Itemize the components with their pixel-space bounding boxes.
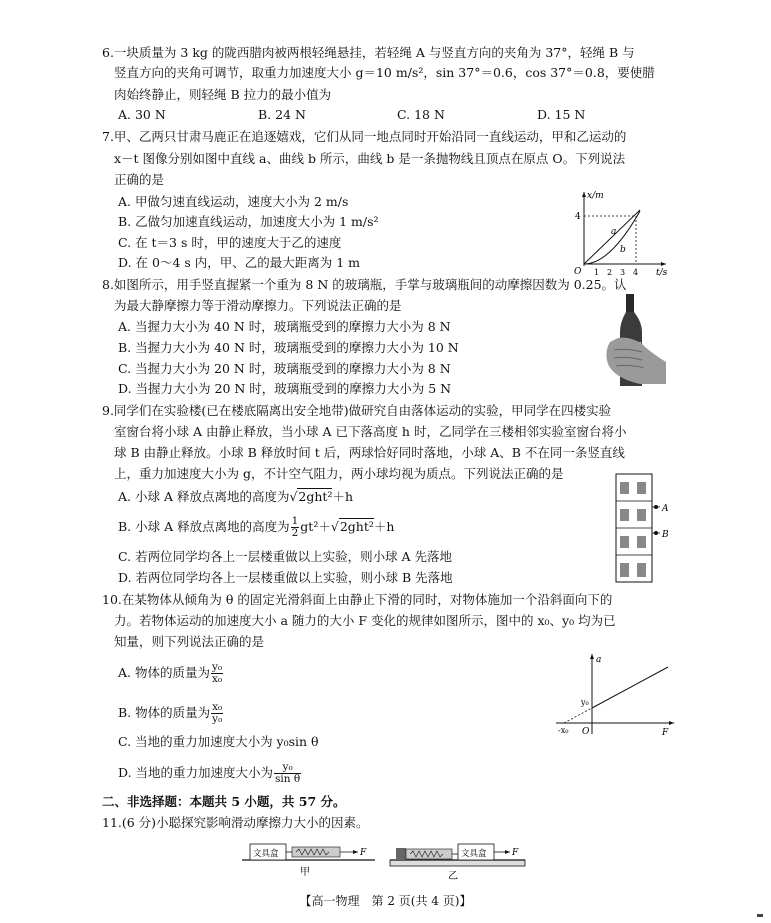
q10-option-a [118, 660, 224, 686]
q9-option-a [118, 488, 353, 506]
q9-option-a-text: A. 小球 A 释放点离地的高度为 [118, 489, 290, 504]
frac-den: y₀ [212, 713, 223, 725]
q6-line3: 肉始终静止，则轻绳 B 拉力的最小值为 [114, 87, 332, 102]
yi-force-label: F [512, 848, 519, 858]
q8-option-c: C. 当握力大小为 20 N 时，玻璃瓶受到的摩擦力大小为 8 N [118, 361, 451, 376]
q9-option-d: D. 若两位同学均各上一层楼重做以上实验，则小球 B 先落地 [118, 570, 453, 585]
section-heading: 二、非选择题：本题共 5 小题，共 57 分。 [102, 794, 346, 809]
building-diagram [612, 470, 674, 586]
q7-y-tick-4: 4 [575, 212, 581, 222]
ball-b-label: B [662, 530, 669, 540]
q7-origin-label: O [574, 267, 582, 276]
q10-x-axis-label: F [662, 728, 669, 738]
q7-line-a-label: a [611, 227, 617, 237]
fraction [274, 762, 301, 785]
q9-option-b-mid: gt²＋ [300, 519, 331, 534]
frac-num: x₀ [212, 701, 223, 713]
q7-option-b: B. 乙做匀加速直线运动，加速度大小为 1 m/s² [118, 214, 379, 229]
q7-xt-graph [570, 186, 670, 276]
q11-line1: 11.(6 分)小聪探究影响滑动摩擦力大小的因素。 [102, 815, 369, 830]
q8-option-b: B. 当握力大小为 40 N 时，玻璃瓶受到的摩擦力大小为 10 N [118, 340, 459, 355]
q8-option-d: D. 当握力大小为 20 N 时，玻璃瓶受到的摩擦力大小为 5 N [118, 381, 452, 396]
q10-y-axis-label: a [596, 655, 602, 665]
q6-option-d: D. 15 N [537, 107, 586, 122]
q10-line1: 10.在某物体从倾角为 θ 的固定光滑斜面上由静止下滑的同时，对物体施加一个沿斜面向下的 [102, 592, 613, 607]
q8-option-a: A. 当握力大小为 40 N 时，玻璃瓶受到的摩擦力大小为 8 N [118, 319, 451, 334]
q9-line3: 球 B 由静止释放。小球 B 释放时间 t 后，两球恰好同时落地，小球 A、B 不在同一条竖直线 [114, 445, 625, 460]
q9-line2: 室窗台将小球 A 由静止释放，当小球 A 已下落高度 h 时，乙同学在三楼相邻实验室窗台将小 [114, 424, 627, 439]
frac-den: sin θ [275, 773, 301, 785]
q9-option-a-radicand: 2ght² [298, 489, 333, 504]
q6-option-a: A. 30 N [118, 107, 166, 122]
q9-line1: 9.同学们在实验楼(已在楼底隔离出安全地带)做研究自由落体运动的实验，甲同学在四楼实验 [102, 403, 612, 418]
q6-option-c: C. 18 N [397, 107, 445, 122]
q7-curve-b-label: b [620, 245, 626, 255]
q7-line3: 正确的是 [114, 172, 165, 187]
q10-option-b-text: B. 物体的质量为 [118, 705, 211, 720]
q8-line2: 为最大静摩擦力等于滑动摩擦力。下列说法正确的是 [114, 298, 402, 313]
q9-option-c: C. 若两位同学均各上一层楼重做以上实验，则小球 A 先落地 [118, 549, 453, 564]
q10-line2: 力。若物体运动的加速度大小 a 随力的大小 F 变化的规律如图所示，图中的 x₀、y₀ 均为已 [114, 613, 616, 628]
fraction [211, 702, 223, 725]
q7-option-c: C. 在 t＝3 s 时，甲的速度大于乙的速度 [118, 235, 342, 250]
frac-num: y₀ [274, 762, 301, 774]
q10-origin-label: O [582, 727, 590, 737]
q7-x-tick-3: 3 [620, 268, 626, 276]
fraction [211, 662, 223, 685]
q10-option-d [118, 760, 302, 786]
q11-experiment-diagram [240, 835, 530, 881]
q6-line2: 竖直方向的夹角可调节，取重力加速度大小 g＝10 m/s²，sin 37°＝0.6，cos 37°＝0.8，要使腊 [114, 65, 655, 80]
sqrt-sign: √ [289, 489, 298, 504]
fraction-half [291, 516, 300, 539]
frac-den: 2 [291, 527, 299, 539]
q8-line1: 8.如图所示，用手竖直握紧一个重为 8 N 的玻璃瓶，手掌与玻璃瓶间的动摩擦因数为 0.25。认 [102, 277, 627, 292]
q9-option-a-tail: ＋h [332, 489, 354, 504]
corner-mark [757, 914, 763, 917]
q7-x-axis-label: t/s [656, 268, 668, 276]
q7-line1: 7.甲、乙两只甘肃马鹿正在追逐嬉戏，它们从同一地点同时开始沿同一直线运动，甲和乙运动的 [102, 129, 627, 144]
q9-option-b-tail: ＋h [373, 519, 395, 534]
jia-force-label: F [360, 848, 367, 858]
jia-label: 甲 [300, 867, 310, 878]
q7-x-tick-4: 4 [633, 268, 639, 276]
yi-box-label: 文具盒 [461, 849, 487, 859]
page-footer: 【高一物理 第 2 页(共 4 页)】 [299, 894, 472, 908]
q10-y0-label: y₀ [581, 698, 589, 707]
ball-a-label: A [662, 504, 669, 514]
q9-line4: 上，重力加速度大小为 g，不计空气阻力，两小球均视为质点。下列说法正确的是 [114, 466, 564, 481]
q9-option-b-radicand: 2ght² [339, 519, 374, 534]
bottle-in-hand-image [600, 292, 670, 392]
q10-line3: 知量，则下列说法正确的是 [114, 634, 265, 649]
q7-x-tick-1: 1 [594, 268, 600, 276]
q7-option-d: D. 在 0～4 s 内，甲、乙的最大距离为 1 m [118, 255, 361, 270]
q10-option-c: C. 当地的重力加速度大小为 y₀sin θ [118, 734, 319, 749]
q6-option-b: B. 24 N [258, 107, 306, 122]
frac-den: x₀ [211, 673, 223, 685]
q7-option-a: A. 甲做匀速直线运动，速度大小为 2 m/s [118, 194, 349, 209]
q6-line1: 6.一块质量为 3 kg 的陇西腊肉被两根轻绳悬挂，若轻绳 A 与竖直方向的夹角为 37°，轻绳 B 与 [102, 45, 635, 60]
frac-num: 1 [291, 515, 299, 527]
yi-label: 乙 [448, 871, 458, 881]
q9-option-b-text: B. 小球 A 释放点离地的高度为 [118, 519, 290, 534]
q10-aF-graph [550, 650, 680, 740]
q7-x-tick-2: 2 [607, 268, 613, 276]
q7-y-axis-label: x/m [587, 191, 604, 201]
q7-line2: x－t 图像分别如图中直线 a、曲线 b 所示，曲线 b 是一条抛物线且顶点在原点 O。下列说法 [114, 151, 626, 166]
frac-num: y₀ [211, 661, 223, 673]
q9-option-b [118, 514, 394, 540]
sqrt-sign: √ [330, 519, 339, 534]
q10-option-b [118, 700, 224, 726]
q10-option-a-text: A. 物体的质量为 [118, 665, 210, 680]
jia-box-label: 文具盒 [253, 849, 279, 859]
q10-option-d-text: D. 当地的重力加速度大小为 [118, 765, 274, 780]
q10-x0-label: -x₀ [558, 726, 569, 735]
